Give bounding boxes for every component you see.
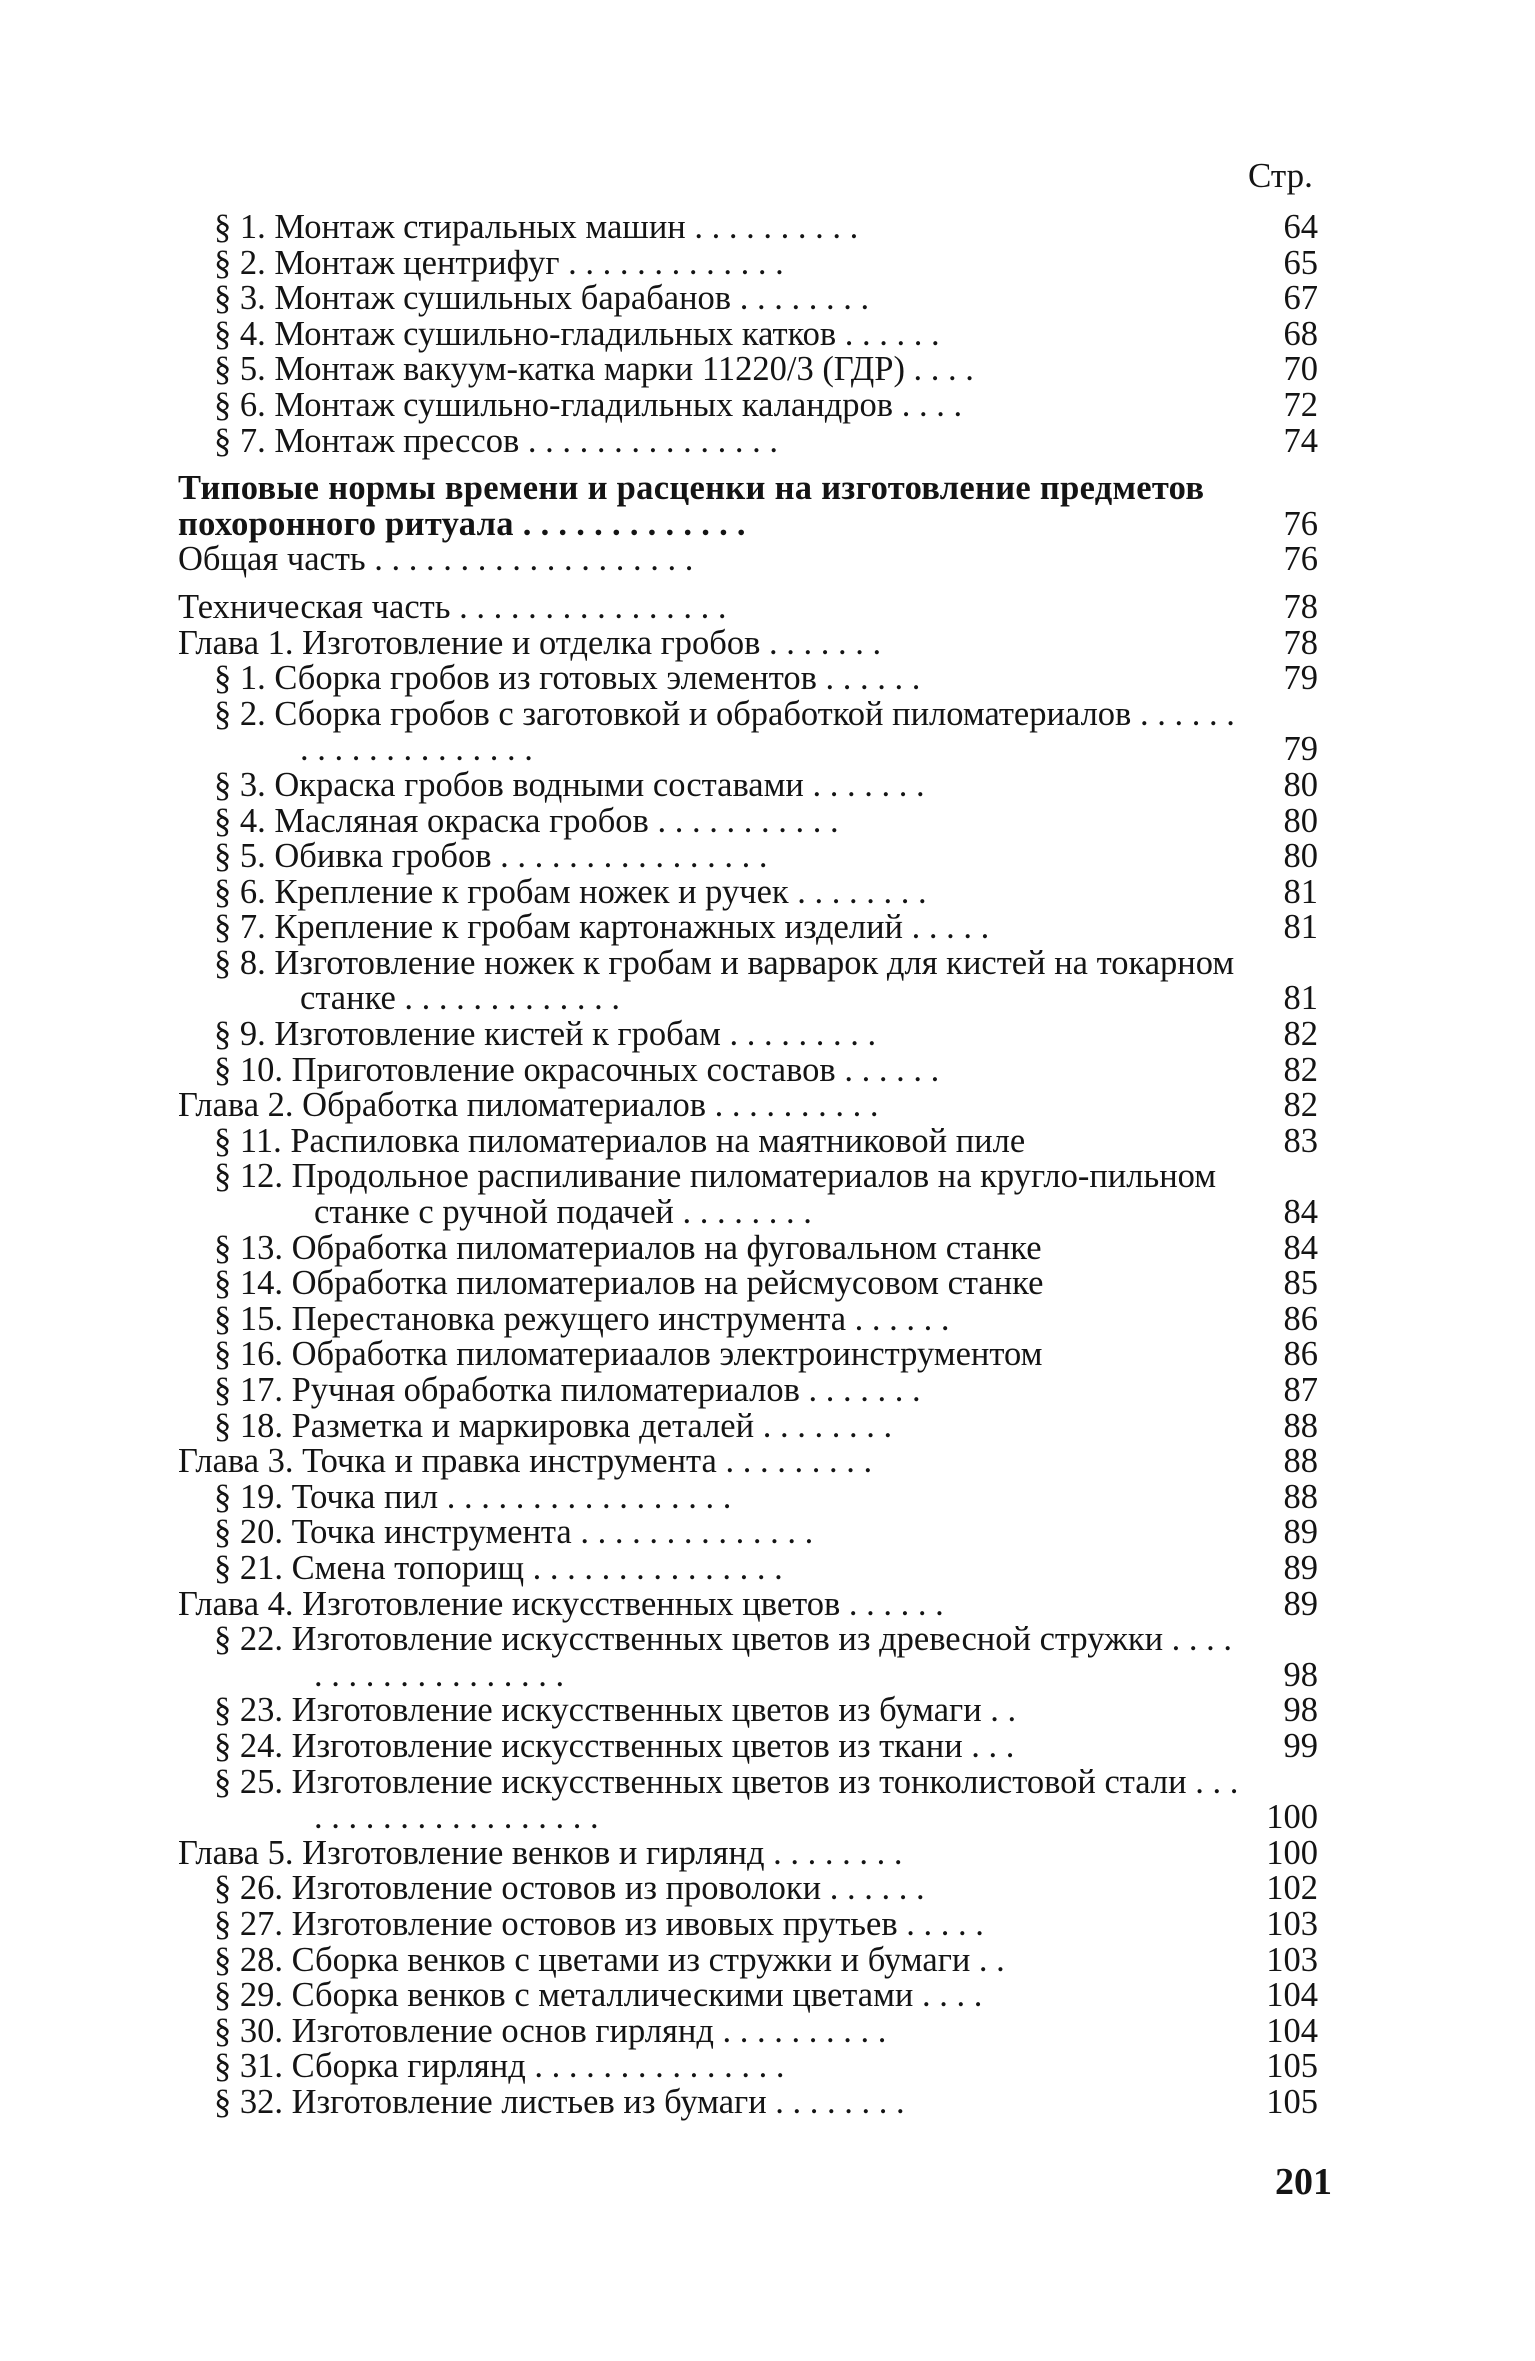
toc-entry-page: 89 [1283,1513,1318,1552]
toc-entry [178,1904,1318,1943]
toc-entry [178,352,1318,388]
toc-entry [178,1515,1318,1551]
toc-entry-page: 68 [1283,314,1318,353]
toc-entry [178,765,1318,804]
toc-entry-title: Техническая часть . . . . . . . . . . . . . . . . [178,587,727,626]
toc-entry-page: 83 [1283,1121,1318,1160]
toc-entry-title: § 24. Изготовление искусственных цветов из ткани . . . [214,1726,1015,1765]
toc-entry-title: § 16. Обработка пиломатериаалов электроинструментом [214,1335,1043,1374]
toc-entry-title: § 14. Обработка пиломатериалов на рейсмусовом станке [214,1264,1044,1303]
toc-entry-title: § 2. Сборка гробов с заготовкой и обработкой пиломатериалов . . . . . . . . . . . . . . . . . . . . [214,694,1235,769]
toc-entry [178,872,1318,911]
toc-entry-page: 88 [1283,1406,1318,1445]
toc-entry [178,1548,1318,1587]
toc-entry-title: § 26. Изготовление остовов из проволоки . . . . . . [214,1869,925,1908]
toc-entry-title: § 30. Изготовление основ гирлянд . . . . . . . . . . [214,2011,887,2050]
toc-entry [178,2082,1318,2121]
toc-entry-page: 86 [1283,1299,1318,1338]
toc-entry-title: § 2. Монтаж центрифуг . . . . . . . . . . . . . [214,243,784,282]
toc-entry-page: 81 [1283,872,1318,911]
toc-entry-title: § 9. Изготовление кистей к гробам . . . . . . . . . [214,1015,877,1054]
toc-entry-page: 80 [1283,765,1318,804]
toc-entry-title: Типовые нормы времени и расценки на изготовление предметов похоронного ритуала . . . . . . . . . . . . . [178,469,1205,543]
toc-entry-page: 78 [1283,587,1318,626]
toc-entry [178,943,1318,1018]
toc-entry-page: 81 [1283,908,1318,947]
toc-entry-title: § 23. Изготовление искусственных цветов из бумаги . . [214,1691,1017,1730]
toc-entry [178,1337,1318,1373]
toc-entry-title: § 4. Монтаж сушильно-гладильных катков . . . . . . [214,314,940,353]
toc-entry-title: § 22. Изготовление искусственных цветов из древесной стружки . . . . . . . . . . . . . . . . . . . [214,1620,1233,1694]
toc-entry-title: § 6. Крепление к гробам ножек и ручек . . . . . . . . [214,872,927,911]
toc-entry [178,1088,1318,1124]
toc-entry [178,801,1318,840]
toc-entry-page: 76 [1283,540,1318,579]
toc-entry-title: Глава 4. Изготовление искусственных цветов . . . . . . [178,1584,944,1623]
toc-entry-page: 82 [1283,1086,1318,1125]
toc-entry-title: § 21. Смена топорищ . . . . . . . . . . . . . . . [214,1548,783,1587]
toc-entry-page: 86 [1283,1335,1318,1374]
toc-entry-page: 99 [1283,1726,1318,1765]
toc-entry-page: 89 [1283,1548,1318,1587]
toc-entry [178,2011,1318,2050]
toc-entry [178,210,1318,246]
toc-entry-title: § 19. Точка пил . . . . . . . . . . . . . . . . . [214,1477,732,1516]
toc-entry-page: 104 [1266,2011,1318,2050]
toc-entry [178,1622,1318,1693]
toc-entry-title: Общая часть . . . . . . . . . . . . . . . . . . . [178,540,694,579]
toc-entry-page: 103 [1266,1904,1318,1943]
toc-entry-page: 85 [1283,1264,1318,1303]
toc-entry-page: 79 [1283,730,1318,769]
toc-entry [178,542,1318,578]
toc-entry-page: 65 [1283,243,1318,282]
toc-entry-page: 105 [1266,2082,1318,2121]
toc-entry-title: § 25. Изготовление искусственных цветов из тонколистовой стали . . . . . . . . . . . . . . . . . . . . [214,1762,1239,1837]
toc-entry-title: § 13. Обработка пиломатериалов на фуговальном станке [214,1228,1042,1267]
toc-entry-page: 74 [1283,421,1318,460]
toc-entry-page: 103 [1266,1940,1318,1979]
table-of-contents [178,210,1318,2120]
toc-entry [178,1584,1318,1623]
toc-entry-title: § 32. Изготовление листьев из бумаги . . . . . . . . [214,2082,905,2121]
toc-entry [178,243,1318,282]
toc-entry [178,1228,1318,1267]
toc-entry [178,1477,1318,1516]
toc-entry-title: § 27. Изготовление остовов из ивовых прутьев . . . . . [214,1904,984,1943]
toc-entry [178,1833,1318,1872]
toc-entry [178,1406,1318,1445]
toc-entry-page: 80 [1283,837,1318,876]
toc-entry-page: 89 [1283,1584,1318,1623]
toc-entry-title: § 3. Окраска гробов водными составами . . . . . . . [214,765,925,804]
toc-entry-page: 84 [1283,1193,1318,1232]
toc-entry-page: 64 [1283,208,1318,246]
toc-entry-page: 82 [1283,1050,1318,1089]
toc-entry [178,1726,1318,1765]
toc-entry [178,587,1318,626]
toc-entry-title: § 5. Монтаж вакуум-катка марки 11220/3 (ГДР) . . . . [214,350,974,389]
toc-entry-page: 72 [1283,385,1318,424]
toc-entry-title: § 1. Сборка гробов из готовых элементов . . . . . . [214,659,921,698]
toc-entry-page: 98 [1283,1655,1318,1694]
toc-entry-title: § 4. Масляная окраска гробов . . . . . . . . . . . [214,801,839,840]
toc-entry-title: § 5. Обивка гробов . . . . . . . . . . . . . . . . [214,837,768,876]
toc-entry-page: 80 [1283,801,1318,840]
toc-entry-page: 87 [1283,1371,1318,1409]
toc-entry-page: 98 [1283,1691,1318,1730]
toc-entry [178,281,1318,317]
toc-entry [178,1159,1318,1230]
toc-entry [178,1121,1318,1160]
toc-entry [178,1017,1318,1053]
toc-entry [178,421,1318,460]
toc-entry-title: Глава 3. Точка и правка инструмента . . . . . . . . . [178,1442,873,1481]
toc-entry [178,623,1318,662]
toc-entry-page: 76 [1283,504,1318,543]
page-column-label: Стр. [1248,156,1313,195]
toc-entry [178,1762,1318,1837]
toc-entry-title: § 7. Крепление к гробам картонажных изделий . . . . . [214,908,990,947]
toc-entry [178,661,1318,697]
toc-entry-page: 78 [1283,623,1318,662]
toc-entry-title: Глава 5. Изготовление венков и гирлянд . . . . . . . . [178,1833,903,1872]
toc-entry-title: § 8. Изготовление ножек к гробам и варварок для кистей на токарном станке . . . . . . . . . . . . . [214,943,1235,1018]
toc-entry-title: § 31. Сборка гирлянд . . . . . . . . . . . . . . . [214,2047,785,2086]
toc-entry-page: 102 [1266,1869,1318,1908]
toc-entry [178,471,1318,542]
toc-entry [178,314,1318,353]
toc-entry [178,385,1318,424]
toc-entry-title: § 18. Разметка и маркировка деталей . . . . . . . . [214,1406,893,1445]
toc-entry-page: 81 [1283,979,1318,1018]
toc-entry [178,2049,1318,2085]
toc-entry [178,1266,1318,1302]
toc-entry-title: § 7. Монтаж прессов . . . . . . . . . . . . . . . [214,421,778,460]
page-number: 201 [1275,2161,1332,2203]
toc-entry [178,839,1318,875]
toc-entry-title: § 11. Распиловка пиломатериалов на маятниковой пиле [214,1121,1026,1160]
toc-entry [178,1444,1318,1480]
toc-entry-page: 105 [1266,2047,1318,2086]
toc-entry-title: Глава 2. Обработка пиломатериалов . . . . . . . . . . [178,1086,879,1125]
toc-entry [178,1373,1318,1409]
toc-entry-page: 82 [1283,1015,1318,1054]
toc-entry-title: § 6. Монтаж сушильно-гладильных каландров . . . . [214,385,963,424]
toc-entry-page: 100 [1266,1833,1318,1872]
toc-entry [178,1871,1318,1907]
toc-entry [178,1693,1318,1729]
toc-entry-title: § 10. Приготовление окрасочных составов . . . . . . [214,1050,940,1089]
toc-entry-title: § 17. Ручная обработка пиломатериалов . . . . . . . [214,1371,921,1409]
toc-entry-title: § 12. Продольное распиливание пиломатериалов на кругло-пильном станке с ручной подачей . . . . . . . . [214,1157,1217,1232]
toc-entry-title: § 29. Сборка венков с металлическими цветами . . . . [214,1976,983,2015]
toc-entry-title: § 28. Сборка венков с цветами из стружки и бумаги . . [214,1940,1005,1979]
toc-entry [178,1050,1318,1089]
toc-entry [178,910,1318,946]
toc-entry-title: § 1. Монтаж стиральных машин . . . . . . . . . . [214,208,859,246]
toc-entry [178,1299,1318,1338]
toc-entry [178,1940,1318,1979]
toc-entry-title: § 3. Монтаж сушильных барабанов . . . . . . . . [214,279,870,318]
toc-entry-page: 84 [1283,1228,1318,1267]
toc-entry-page: 104 [1266,1976,1318,2015]
toc-entry-title: Глава 1. Изготовление и отделка гробов . . . . . . . [178,623,882,662]
toc-entry-page: 88 [1283,1442,1318,1481]
toc-entry-title: § 20. Точка инструмента . . . . . . . . . . . . . . [214,1513,814,1552]
toc-entry-page: 67 [1283,279,1318,318]
toc-entry-page: 88 [1283,1477,1318,1516]
toc-entry [178,694,1318,769]
toc-entry-page: 100 [1266,1798,1318,1837]
toc-entry-page: 70 [1283,350,1318,389]
toc-entry [178,1978,1318,2014]
toc-entry-page: 79 [1283,659,1318,698]
toc-entry-title: § 15. Перестановка режущего инструмента . . . . . . [214,1299,950,1338]
